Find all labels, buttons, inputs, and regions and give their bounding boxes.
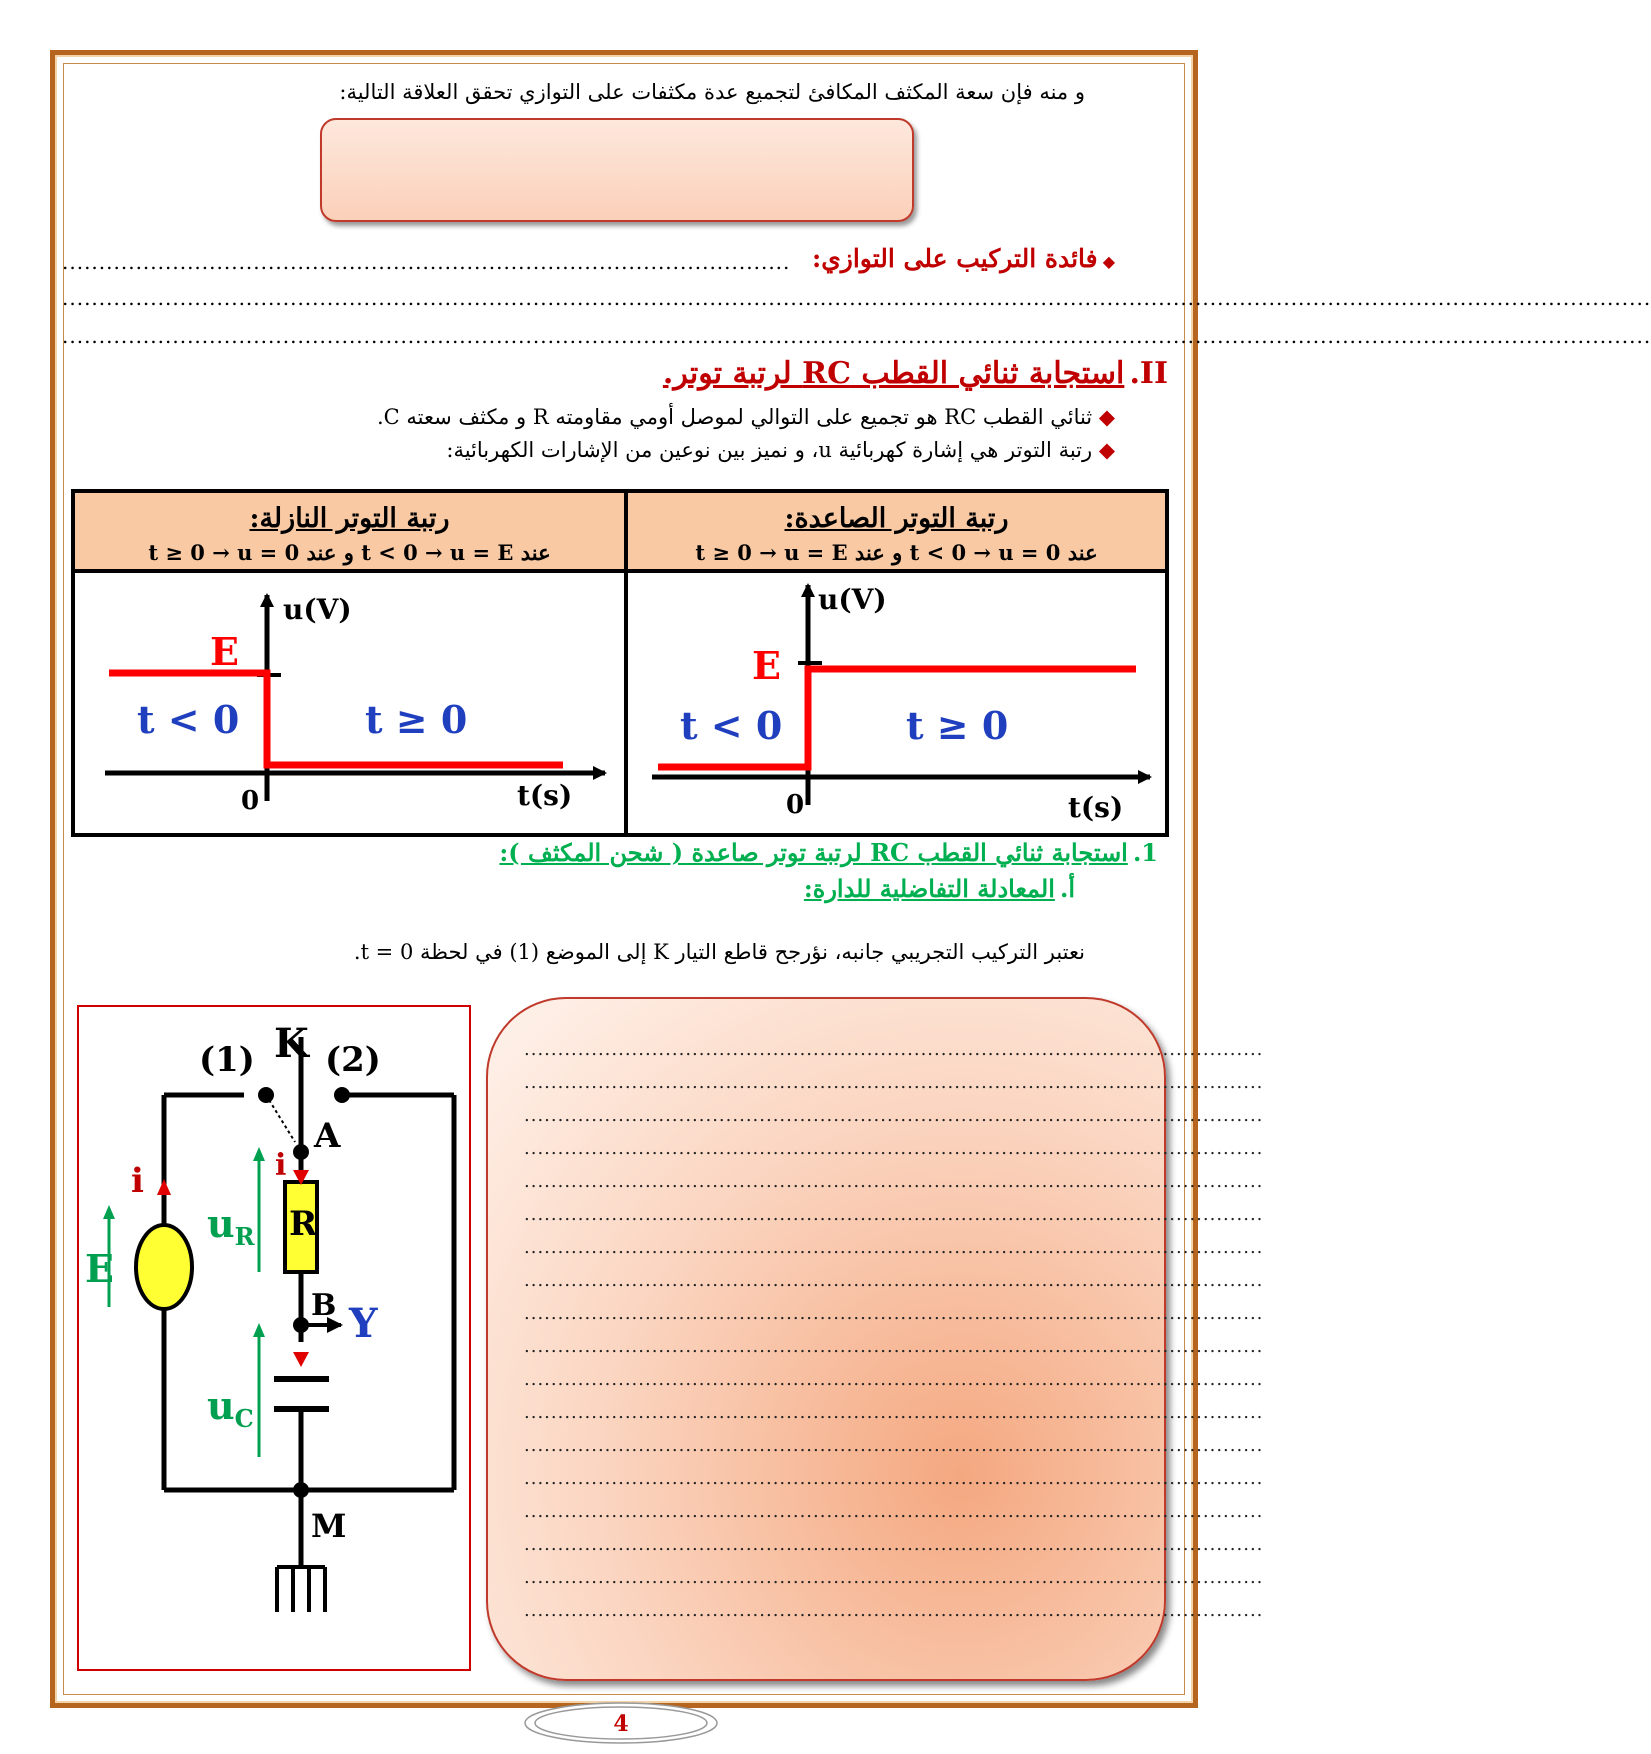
notes-box (486, 997, 1264, 1681)
subsection-1-title: استجابة ثنائي القطب RC لرتبة توتر صاعدة ( شحن المكثف ): (499, 838, 1128, 867)
note-line: .............................................................................................................. (524, 1171, 1264, 1192)
falling-step-graph (75, 573, 624, 833)
note-line: .............................................................................................................. (524, 1402, 1264, 1423)
note-line: .............................................................................................................. (524, 1501, 1264, 1522)
note-line: .............................................................................................................. (524, 1138, 1264, 1159)
note-line: .............................................................................................................. (524, 1336, 1264, 1357)
rising-step-graph (628, 573, 1165, 833)
note-line: .............................................................................................................. (524, 1600, 1264, 1621)
intro-line: و منه فإن سعة المكثف المكافئ لتجميع عدة مكثفات على التوازي تحقق العلاقة التالية: (339, 80, 1085, 104)
switch-lever (266, 1095, 295, 1142)
answer-line: ........................................................................................................................................................................................................................ (62, 286, 1651, 310)
note-line: .............................................................................................................. (524, 1369, 1264, 1390)
voltage-arrow-ur (253, 1147, 265, 1161)
output-label: Y (349, 1300, 378, 1347)
voltage-arrow-e (103, 1205, 115, 1219)
note-line: .............................................................................................................. (524, 1303, 1264, 1324)
falling-step-title: رتبة التوتر النازلة: (249, 503, 450, 534)
subsection-a-heading (804, 874, 1075, 903)
voltage-arrow-uc (253, 1323, 265, 1337)
note-line: .............................................................................................................. (524, 1435, 1264, 1456)
note-line: .............................................................................................................. (524, 1270, 1264, 1291)
rising-step-header (628, 493, 1165, 573)
position-1-label: (1) (199, 1040, 255, 1080)
generator (136, 1225, 192, 1309)
answer-line: ........................................................................................................................................................................................................................ (62, 324, 1651, 348)
subsection-1-number: 1. (1132, 838, 1158, 867)
note-line: .............................................................................................................. (524, 1204, 1264, 1225)
region-after: t ≥ 0 (906, 703, 1009, 748)
formula-box (320, 118, 914, 222)
note-line: .............................................................................................................. (524, 1468, 1264, 1489)
switch-label: K (274, 1020, 309, 1067)
t-axis-label: t(s) (1068, 791, 1124, 824)
t-axis-label: t(s) (517, 779, 573, 812)
diamond-bullet-icon: ◆ (1098, 438, 1115, 462)
page-number: 4 (613, 1711, 629, 1737)
region-after: t ≥ 0 (365, 697, 468, 742)
current-label: i (275, 1148, 287, 1183)
ur-label: $u_R$ (207, 1201, 255, 1251)
node-b-label: B (311, 1288, 337, 1323)
node-m-label: M (311, 1507, 347, 1545)
node-a-label: A (314, 1116, 341, 1156)
current-arrow (157, 1179, 171, 1195)
u-axis-label: u(V) (283, 593, 352, 626)
section-number: II. (1129, 356, 1168, 391)
advantage-heading (812, 244, 1115, 273)
current-label: i (131, 1161, 144, 1201)
note-line: .............................................................................................................. (524, 1072, 1264, 1093)
note-line: .............................................................................................................. (524, 1105, 1264, 1126)
level-e-label: E (210, 629, 239, 674)
region-before: t < 0 (680, 703, 783, 748)
origin-label: 0 (241, 786, 260, 816)
generator-label: E (85, 1246, 114, 1291)
note-line: .............................................................................................................. (524, 1567, 1264, 1588)
diamond-bullet-icon: ◆ (1098, 405, 1115, 429)
section-title: استجابة ثنائي القطب RC لرتبة توتر. (662, 356, 1125, 391)
diamond-bullet-icon: ◆ (1102, 252, 1115, 271)
subsection-1-heading (499, 838, 1158, 867)
bullet-rc-definition: ◆ ثنائي القطب RC هو تجميع على التوالي لموصل أومي مقاومته R و مكثف سعته C. (376, 405, 1115, 429)
falling-step-condition: عند t < 0 → u = E و عند t ≥ 0 → u = 0 (148, 540, 551, 565)
note-line: .............................................................................................................. (524, 1039, 1264, 1060)
falling-step-header (75, 493, 624, 573)
subsection-a-number: أ. (1059, 874, 1075, 903)
answer-line: ................................................................................................... (62, 250, 791, 274)
region-before: t < 0 (137, 697, 240, 742)
experiment-line: نعتبر التركيب التجريبي جانبه، نؤرجح قاطع التيار K إلى الموضع (1) في لحظة t = 0. (353, 940, 1085, 964)
level-e-label: E (752, 643, 781, 688)
circuit-diagram (77, 1005, 471, 1671)
subsection-a-title: المعادلة التفاضلية للدارة: (803, 874, 1055, 903)
origin-label: 0 (786, 790, 805, 820)
step-signal-table (71, 489, 1169, 837)
note-line: .............................................................................................................. (524, 1534, 1264, 1555)
section-heading (663, 356, 1168, 391)
rising-step-condition: عند t < 0 → u = 0 و عند t ≥ 0 → u = E (695, 540, 1098, 565)
resistor-label: R (289, 1204, 318, 1244)
u-axis-label: u(V) (818, 583, 887, 616)
bullet-voltage-step: ◆ رتبة التوتر هي إشارة كهربائية u، و نميز بين نوعين من الإشارات الكهربائية: (446, 438, 1115, 462)
advantage-title: فائدة التركيب على التوازي: (811, 244, 1098, 273)
rc-circuit (79, 1007, 469, 1669)
uc-label: $u_C$ (207, 1383, 254, 1433)
current-arrow (293, 1352, 309, 1367)
position-2-label: (2) (325, 1040, 381, 1080)
note-line: .............................................................................................................. (524, 1237, 1264, 1258)
page-number-badge (521, 1700, 721, 1746)
rising-step-title: رتبة التوتر الصاعدة: (784, 503, 1009, 534)
